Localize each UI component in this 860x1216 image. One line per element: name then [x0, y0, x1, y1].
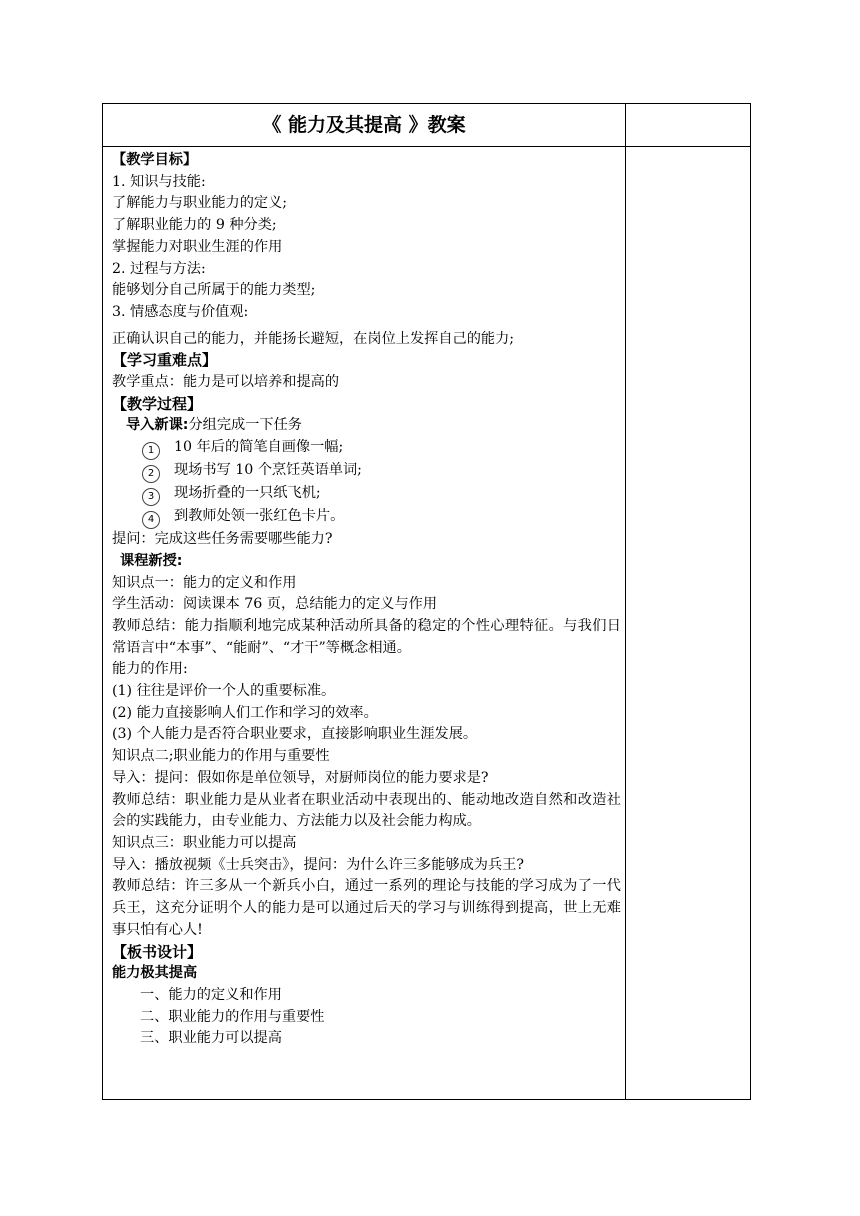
question: 提问：完成这些任务需要哪些能力?	[112, 531, 333, 548]
board-item: 三、职业能力可以提高	[140, 1030, 282, 1047]
content	[103, 147, 625, 1050]
goals-heading: 【教学目标】	[112, 152, 198, 168]
board-heading: 【板书设计】	[112, 942, 203, 961]
new-lesson-heading: 课程新授:	[120, 552, 183, 569]
knowledge-1: 知识点一：能力的定义和作用	[112, 574, 297, 591]
process-heading: 【教学过程】	[112, 394, 203, 413]
task-text: 现场书写 10 个烹饪英语单词;	[174, 462, 362, 479]
task-text: 现场折叠的一只纸飞机;	[174, 485, 321, 502]
key-text: 教学重点：能力是可以培养和提高的	[112, 374, 340, 391]
body-cell	[103, 147, 626, 1100]
intro-text: 分组完成一下任务	[188, 417, 302, 434]
title-row	[103, 104, 751, 147]
goal-1b: 了解职业能力的 9 种分类;	[112, 217, 277, 234]
goal-2: 2. 过程与方法:	[112, 260, 206, 277]
lesson-plan-table	[102, 103, 751, 1100]
knowledge-1-role-1: (1) 往往是评价一个人的重要标准。	[112, 683, 336, 700]
body-row	[103, 147, 751, 1100]
board-title: 能力极其提高	[112, 965, 198, 982]
task-item	[112, 506, 621, 529]
circled-number: 2	[142, 465, 160, 483]
knowledge-2: 知识点二;职业能力的作用与重要性	[112, 748, 330, 765]
knowledge-1-role-2: (2) 能力直接影响人们工作和学习的效率。	[112, 704, 378, 721]
side-notes-cell	[626, 147, 751, 1100]
knowledge-1-summary: 教师总结：能力指顺利地完成某种活动所具备的稳定的个性心理特征。与我们日常语言中“本事”、“能耐”、“才干”等概念相通。	[112, 617, 621, 656]
circled-number: 4	[142, 511, 160, 529]
intro-label: 导入新课:	[126, 417, 189, 434]
knowledge-1-role-3: (3) 个人能力是否符合职业要求，直接影响职业生涯发展。	[112, 726, 478, 743]
side-notes-cell-top	[626, 104, 751, 147]
circled-number: 1	[142, 442, 160, 460]
circled-number: 3	[142, 488, 160, 506]
goal-1a: 了解能力与职业能力的定义;	[112, 195, 288, 212]
task-item	[112, 460, 621, 483]
goal-1: 1. 知识与技能:	[112, 173, 206, 190]
task-text: 到教师处领一张红色卡片。	[174, 508, 345, 525]
knowledge-3-intro: 导入：播放视频《士兵突击》，提问：为什么许三多能够成为兵王?	[112, 856, 524, 873]
key-heading: 【学习重难点】	[112, 351, 218, 370]
goal-3a: 正确认识自己的能力，并能扬长避短，在岗位上发挥自己的能力;	[112, 330, 515, 347]
title-cell	[103, 104, 626, 147]
task-text: 10 年后的简笔自画像一幅;	[174, 439, 344, 456]
knowledge-2-intro: 导入：提问：假如你是单位领导，对厨师岗位的能力要求是?	[112, 769, 489, 786]
knowledge-1-role: 能力的作用:	[112, 661, 188, 678]
knowledge-3-summary: 教师总结：许三多从一个新兵小白，通过一系列的理论与技能的学习成为了一代兵王，这充分证明个人的能力是可以通过后天的学习与训练得到提高，世上无难事只怕有心人!	[112, 878, 621, 938]
goal-2a: 能够划分自己所属于的能力类型;	[112, 282, 316, 299]
task-item	[112, 483, 621, 506]
goal-1c: 掌握能力对职业生涯的作用	[112, 238, 283, 255]
knowledge-1-activity: 学生活动：阅读课本 76 页，总结能力的定义与作用	[112, 596, 438, 613]
task-item	[112, 437, 621, 460]
knowledge-2-summary: 教师总结：职业能力是从业者在职业活动中表现出的、能动地改造自然和改造社会的实践能力，由专业能力、方法能力以及社会能力构成。	[112, 791, 621, 830]
page-title: 《 能力及其提高 》教案	[262, 114, 466, 136]
knowledge-3: 知识点三：职业能力可以提高	[112, 834, 297, 851]
board-item: 一、能力的定义和作用	[140, 986, 282, 1003]
board-item: 二、职业能力的作用与重要性	[140, 1008, 325, 1025]
goal-3: 3. 情感态度与价值观:	[112, 303, 249, 320]
intro-line	[112, 415, 621, 437]
